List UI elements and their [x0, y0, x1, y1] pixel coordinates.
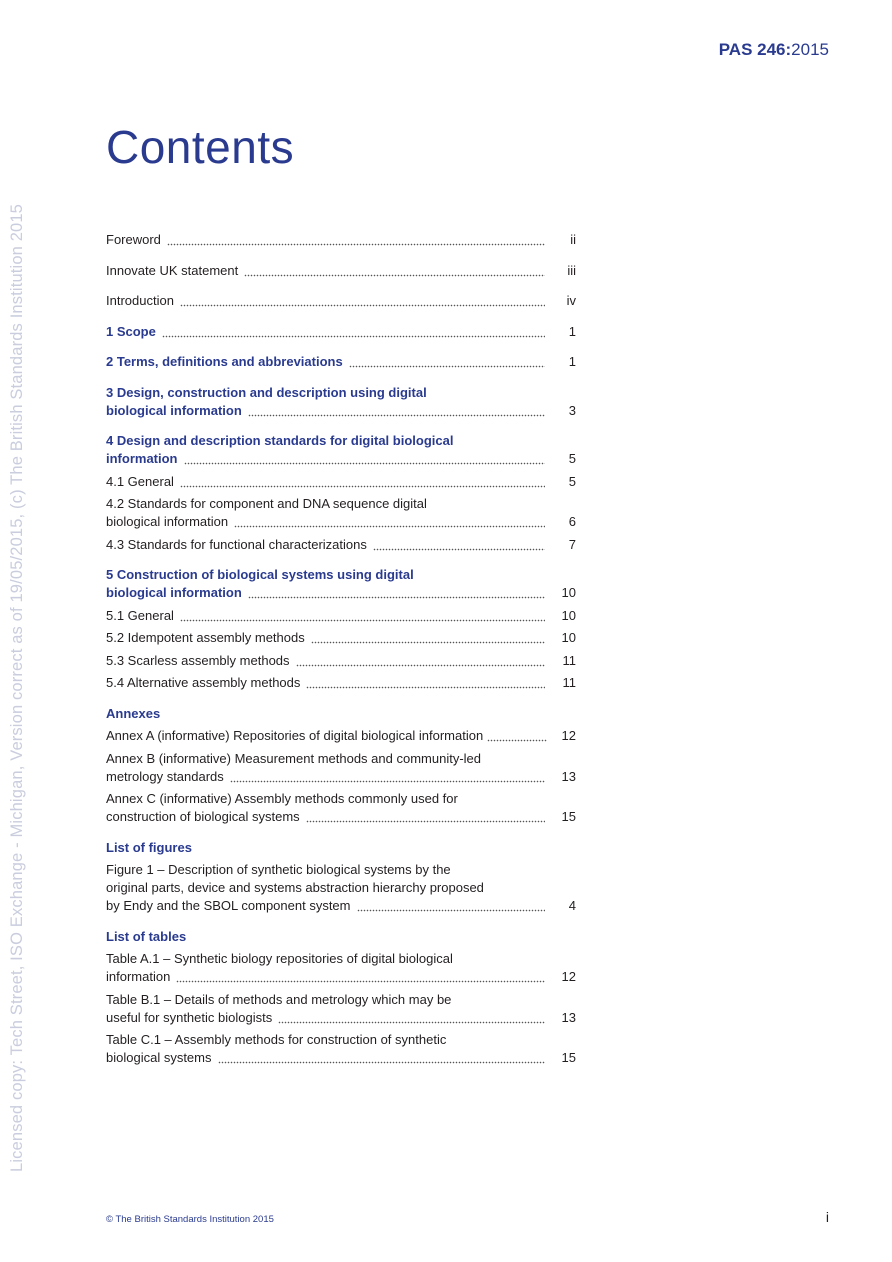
leader-dots	[230, 768, 545, 786]
page-ref: 7	[568, 536, 576, 552]
toc-entry-5-4[interactable]: 5.4 Alternative assembly methods 11	[106, 675, 576, 690]
leader-dots	[296, 652, 545, 670]
leader-dots	[278, 1009, 545, 1027]
license-watermark: Licensed copy: Tech Street, ISO Exchange - Michigan, Version correct as of 19/05/2015, (c) The British Standards Institution 2015	[8, 203, 26, 1172]
page-ref: 1	[568, 323, 576, 339]
page-ref: 6	[568, 514, 576, 529]
tables-heading: List of tables	[106, 928, 187, 944]
toc-entry-4-1[interactable]: 4.1 General 5	[106, 473, 576, 489]
toc-entry-scope[interactable]: 1 Scope 1	[106, 323, 576, 339]
leader-dots	[357, 897, 546, 915]
page-ref: 1	[568, 354, 576, 369]
page-ref: 4	[568, 898, 576, 913]
page-ref: iii	[567, 262, 576, 278]
leader-dots	[244, 262, 545, 280]
page-ref: 5	[568, 451, 576, 466]
toc-entry-5-1[interactable]: 5.1 General 10	[106, 607, 576, 623]
toc-entry-introduction[interactable]: Introduction iv	[106, 293, 576, 308]
leader-dots	[311, 629, 545, 647]
page-ref: 10	[561, 607, 576, 623]
toc-entry-5-2[interactable]: 5.2 Idempotent assembly methods 10	[106, 630, 576, 645]
toc-entry-table-b1[interactable]: Table B.1 – Details of methods and metrology which may be useful for synthetic biologists 13	[106, 991, 576, 1025]
leader-dots	[306, 674, 545, 692]
leader-dots	[248, 584, 545, 602]
toc-entry-annex-c[interactable]: Annex C (informative) Assembly methods commonly used for construction of biological systems 15	[106, 791, 576, 824]
annexes-heading: Annexes	[106, 705, 161, 721]
toc-entry-4-3[interactable]: 4.3 Standards for functional characterizations 7	[106, 536, 576, 552]
toc-entry-5-3[interactable]: 5.3 Scarless assembly methods 11	[106, 652, 576, 668]
page-ref: 15	[561, 1050, 576, 1065]
page-ref: 3	[568, 402, 576, 418]
toc-entry-section-3[interactable]: 3 Design, construction and description using digital biological information 3	[106, 384, 576, 418]
footer-copyright: © The British Standards Institution 2015	[106, 1214, 274, 1225]
figures-heading: List of figures	[106, 839, 192, 855]
page-ref: iv	[566, 293, 576, 308]
page-ref: 15	[561, 809, 576, 824]
toc-entry-section-4[interactable]: 4 Design and description standards for digital biological information 5	[106, 433, 576, 466]
toc-entry-annex-b[interactable]: Annex B (informative) Measurement methods and community-led metrology standards 13	[106, 750, 576, 784]
toc-entry-foreword[interactable]: Foreword ii	[106, 232, 576, 247]
toc-entry-section-5[interactable]: 5 Construction of biological systems using digital biological information 10	[106, 567, 576, 600]
page-ref: 11	[562, 652, 576, 668]
document-code: PAS 246:	[718, 40, 792, 59]
toc-entry-terms[interactable]: 2 Terms, definitions and abbreviations 1	[106, 354, 576, 369]
leader-dots	[306, 808, 545, 826]
leader-dots	[167, 231, 545, 249]
leader-dots	[176, 968, 545, 986]
page-ref: 12	[561, 969, 576, 984]
leader-dots	[349, 353, 545, 371]
toc-entry-table-c1[interactable]: Table C.1 – Assembly methods for construction of synthetic biological systems 15	[106, 1032, 576, 1065]
leader-dots	[180, 292, 545, 310]
page-ref: 13	[561, 1009, 576, 1025]
toc-entry-innovate-uk[interactable]: Innovate UK statement iii	[106, 262, 576, 278]
page-ref: 10	[561, 585, 576, 600]
page-ref: 12	[561, 728, 576, 743]
leader-dots	[218, 1049, 546, 1067]
page-ref: ii	[570, 232, 576, 247]
leader-dots	[162, 323, 545, 341]
page-ref: 10	[561, 630, 576, 645]
document-reference	[719, 40, 829, 60]
table-of-contents	[106, 231, 576, 1072]
page-number: i	[825, 1209, 829, 1225]
leader-dots	[234, 513, 545, 531]
leader-dots	[248, 402, 545, 420]
page-ref: 5	[568, 473, 576, 489]
toc-entry-annex-a[interactable]: Annex A (informative) Repositories of digital biological information 12	[106, 728, 576, 743]
toc-entry-table-a1[interactable]: Table A.1 – Synthetic biology repositories of digital biological information 12	[106, 951, 576, 984]
page-ref: 11	[562, 675, 576, 690]
leader-dots	[180, 473, 545, 491]
page-ref: 13	[561, 768, 576, 784]
leader-dots	[373, 536, 545, 554]
leader-dots	[487, 727, 547, 745]
leader-dots	[184, 450, 546, 468]
document-year: 2015	[791, 40, 829, 59]
toc-entry-figure-1[interactable]: Figure 1 – Description of synthetic biological systems by the original parts, device and systems abstraction hierarchy proposed by Endy and the SBOL component system 4	[106, 862, 576, 913]
leader-dots	[180, 607, 545, 625]
toc-entry-4-2[interactable]: 4.2 Standards for component and DNA sequence digital biological information 6	[106, 496, 576, 529]
page-title: Contents	[106, 121, 295, 173]
